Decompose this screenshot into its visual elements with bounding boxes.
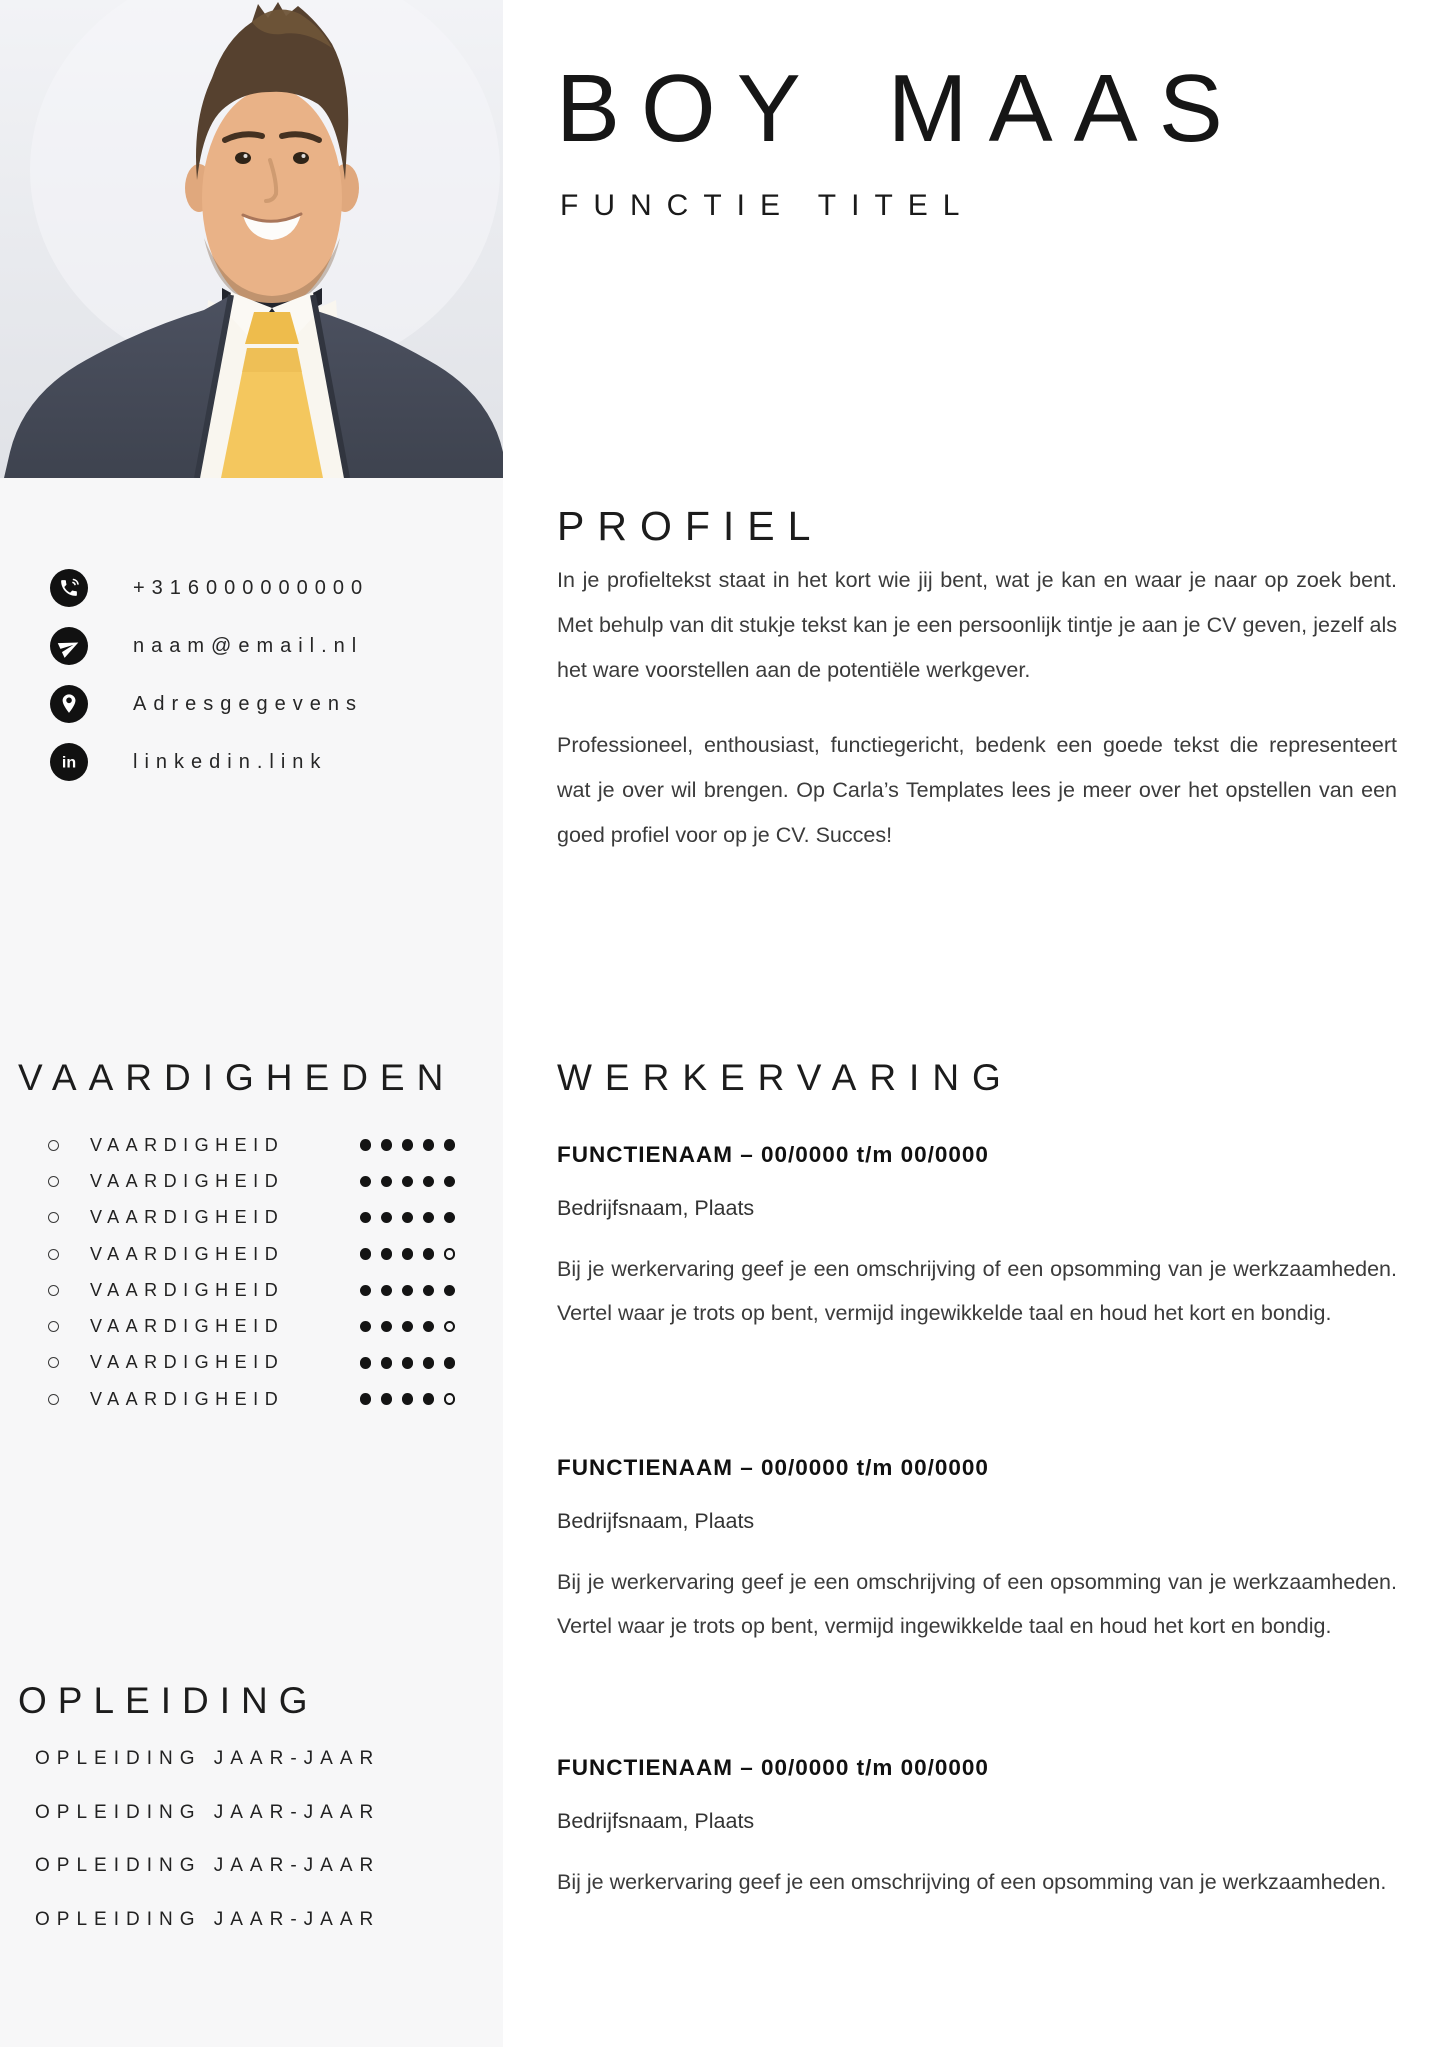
rating-dot-filled (381, 1176, 393, 1188)
rating-dot-filled (381, 1248, 393, 1260)
education-heading: OPLEIDING (18, 1680, 319, 1721)
name-title: BOY MAAS (556, 55, 1244, 162)
rating-dot-filled (402, 1285, 414, 1297)
rating-dot-filled (402, 1248, 414, 1260)
phone-icon (50, 569, 88, 607)
bullet-circle-icon (48, 1249, 59, 1260)
rating-dot-filled (444, 1139, 456, 1151)
skill-label: VAARDIGHEID (90, 1388, 285, 1409)
rating-dot-filled (360, 1393, 372, 1405)
rating-dot-filled (423, 1321, 435, 1333)
rating-dot-filled (423, 1393, 435, 1405)
skill-label: VAARDIGHEID (90, 1243, 285, 1264)
skill-row (48, 1200, 455, 1236)
education-item: OPLEIDING JAAR-JAAR (35, 1908, 381, 1930)
rating-dot-filled (360, 1285, 372, 1297)
rating-dot-filled (444, 1285, 456, 1297)
skills-heading: VAARDIGHEDEN (18, 1057, 456, 1098)
skill-label: VAARDIGHEID (90, 1279, 285, 1300)
education-item: OPLEIDING JAAR-JAAR (35, 1748, 381, 1769)
bullet-circle-icon (48, 1394, 59, 1405)
experience-heading: WERKERVARING (557, 1057, 1014, 1098)
rating-dot-filled (381, 1212, 393, 1224)
contact-row-address (50, 685, 369, 723)
entry-company: Bedrijfsnaam, Plaats (557, 1809, 755, 1833)
rating-dot-filled (423, 1357, 435, 1369)
send-icon (50, 627, 88, 665)
education-item: OPLEIDING JAAR-JAAR (35, 1801, 381, 1823)
entry-title: FUNCTIENAAM – 00/0000 t/m 00/0000 (557, 1755, 989, 1780)
profile-section (557, 558, 1397, 858)
rating-dot-filled (381, 1321, 393, 1333)
rating-dot-filled (423, 1176, 435, 1188)
bullet-circle-icon (48, 1176, 59, 1187)
skill-rating (360, 1176, 456, 1188)
entry-description: Bij je werkervaring geef je een omschrijving of een opsomming van je werkzaamheden. Vertel waar je trots op bent, vermijd ingewikkelde taal en houd het kort en bondig. (557, 1257, 1397, 1325)
skill-row (48, 1272, 455, 1308)
rating-dot-filled (402, 1176, 414, 1188)
skill-rating (360, 1321, 456, 1333)
contact-email-text: naam@email.nl (133, 634, 364, 657)
skill-rating (360, 1357, 456, 1369)
rating-dot-filled (360, 1321, 372, 1333)
contact-row-email (50, 627, 369, 665)
contact-address-text: Adresgegevens (133, 692, 363, 715)
skill-rating (360, 1285, 456, 1297)
bullet-circle-icon (48, 1285, 59, 1296)
rating-dot-filled (360, 1248, 372, 1260)
rating-dot-filled (423, 1248, 435, 1260)
skill-row (48, 1345, 455, 1381)
left-column (0, 0, 503, 2047)
bullet-circle-icon (48, 1212, 59, 1223)
job-title: FUNCTIE TITEL (560, 189, 975, 222)
skill-rating (360, 1393, 456, 1405)
rating-dot-open (444, 1393, 456, 1405)
rating-dot-filled (402, 1212, 414, 1224)
skill-rating (360, 1248, 456, 1260)
contact-phone-text: +316000000000 (133, 576, 370, 599)
rating-dot-filled (402, 1139, 414, 1151)
bullet-circle-icon (48, 1321, 59, 1332)
rating-dot-filled (423, 1285, 435, 1297)
contact-row-linkedin (50, 743, 369, 781)
entry-description: Bij je werkervaring geef je een omschrijving of een opsomming van je werkzaamheden. Vertel waar je trots op bent, vermijd ingewikkelde taal en houd het kort en bondig. (557, 1570, 1397, 1638)
skill-row (48, 1308, 455, 1344)
bullet-circle-icon (48, 1357, 59, 1368)
skill-label: VAARDIGHEID (90, 1170, 285, 1191)
skill-rating (360, 1139, 456, 1151)
contact-row-phone (50, 569, 369, 607)
profile-photo (0, 0, 503, 478)
svg-text:in: in (61, 754, 77, 772)
rating-dot-filled (360, 1357, 372, 1369)
rating-dot-filled (360, 1139, 372, 1151)
profile-paragraph: In je profieltekst staat in het kort wie jij bent, wat je kan en waar je naar op zoek bent. Met behulp van dit stukje tekst kan je een persoonlijk tintje je aan je CV geven, jezelf als het ware voorstellen aan de potentiële werkgever. (557, 568, 1397, 682)
rating-dot-filled (444, 1212, 456, 1224)
skill-label: VAARDIGHEID (90, 1352, 285, 1373)
contact-linkedin-text: linkedin.link (133, 750, 328, 773)
profile-heading: PROFIEL (557, 503, 824, 549)
rating-dot-filled (402, 1321, 414, 1333)
rating-dot-filled (402, 1357, 414, 1369)
rating-dot-filled (360, 1176, 372, 1188)
contact-section (50, 569, 369, 801)
rating-dot-filled (423, 1139, 435, 1151)
skill-rating (360, 1212, 456, 1224)
entry-company: Bedrijfsnaam, Plaats (557, 1196, 755, 1220)
entry-company: Bedrijfsnaam, Plaats (557, 1509, 755, 1533)
education-list (35, 1732, 380, 1946)
rating-dot-filled (444, 1176, 456, 1188)
rating-dot-filled (381, 1285, 393, 1297)
entry-title: FUNCTIENAAM – 00/0000 t/m 00/0000 (557, 1455, 989, 1480)
skill-row (48, 1163, 455, 1199)
linkedin-icon (50, 743, 88, 781)
skill-row (48, 1236, 455, 1272)
skills-list (48, 1127, 455, 1417)
rating-dot-filled (381, 1393, 393, 1405)
portrait-illustration (0, 0, 503, 478)
profile-paragraph: Professioneel, enthousiast, functiegericht, bedenk een goede tekst die representeert wat je over wil brengen. Op Carla’s Templates lees je meer over het opstellen van een goed profiel voor op je CV. Succes! (557, 733, 1397, 847)
location-pin-icon (50, 685, 88, 723)
bullet-circle-icon (48, 1140, 59, 1151)
education-item: OPLEIDING JAAR-JAAR (35, 1855, 381, 1876)
entry-title: FUNCTIENAAM – 00/0000 t/m 00/0000 (557, 1142, 989, 1167)
skill-row (48, 1381, 455, 1417)
skill-label: VAARDIGHEID (90, 1207, 285, 1228)
rating-dot-filled (381, 1139, 393, 1151)
rating-dot-open (444, 1248, 456, 1260)
skill-label: VAARDIGHEID (90, 1316, 285, 1337)
rating-dot-filled (444, 1357, 456, 1369)
rating-dot-filled (360, 1212, 372, 1224)
rating-dot-filled (423, 1212, 435, 1224)
rating-dot-open (444, 1321, 456, 1333)
experience-entry (557, 1453, 1397, 1648)
rating-dot-filled (402, 1393, 414, 1405)
skill-label: VAARDIGHEID (90, 1134, 285, 1155)
rating-dot-filled (381, 1357, 393, 1369)
skill-row (48, 1127, 455, 1163)
entry-description: Bij je werkervaring geef je een omschrijving of een opsomming van je werkzaamheden. (557, 1870, 1387, 1894)
experience-entry (557, 1140, 1397, 1335)
experience-entry (557, 1753, 1397, 1904)
